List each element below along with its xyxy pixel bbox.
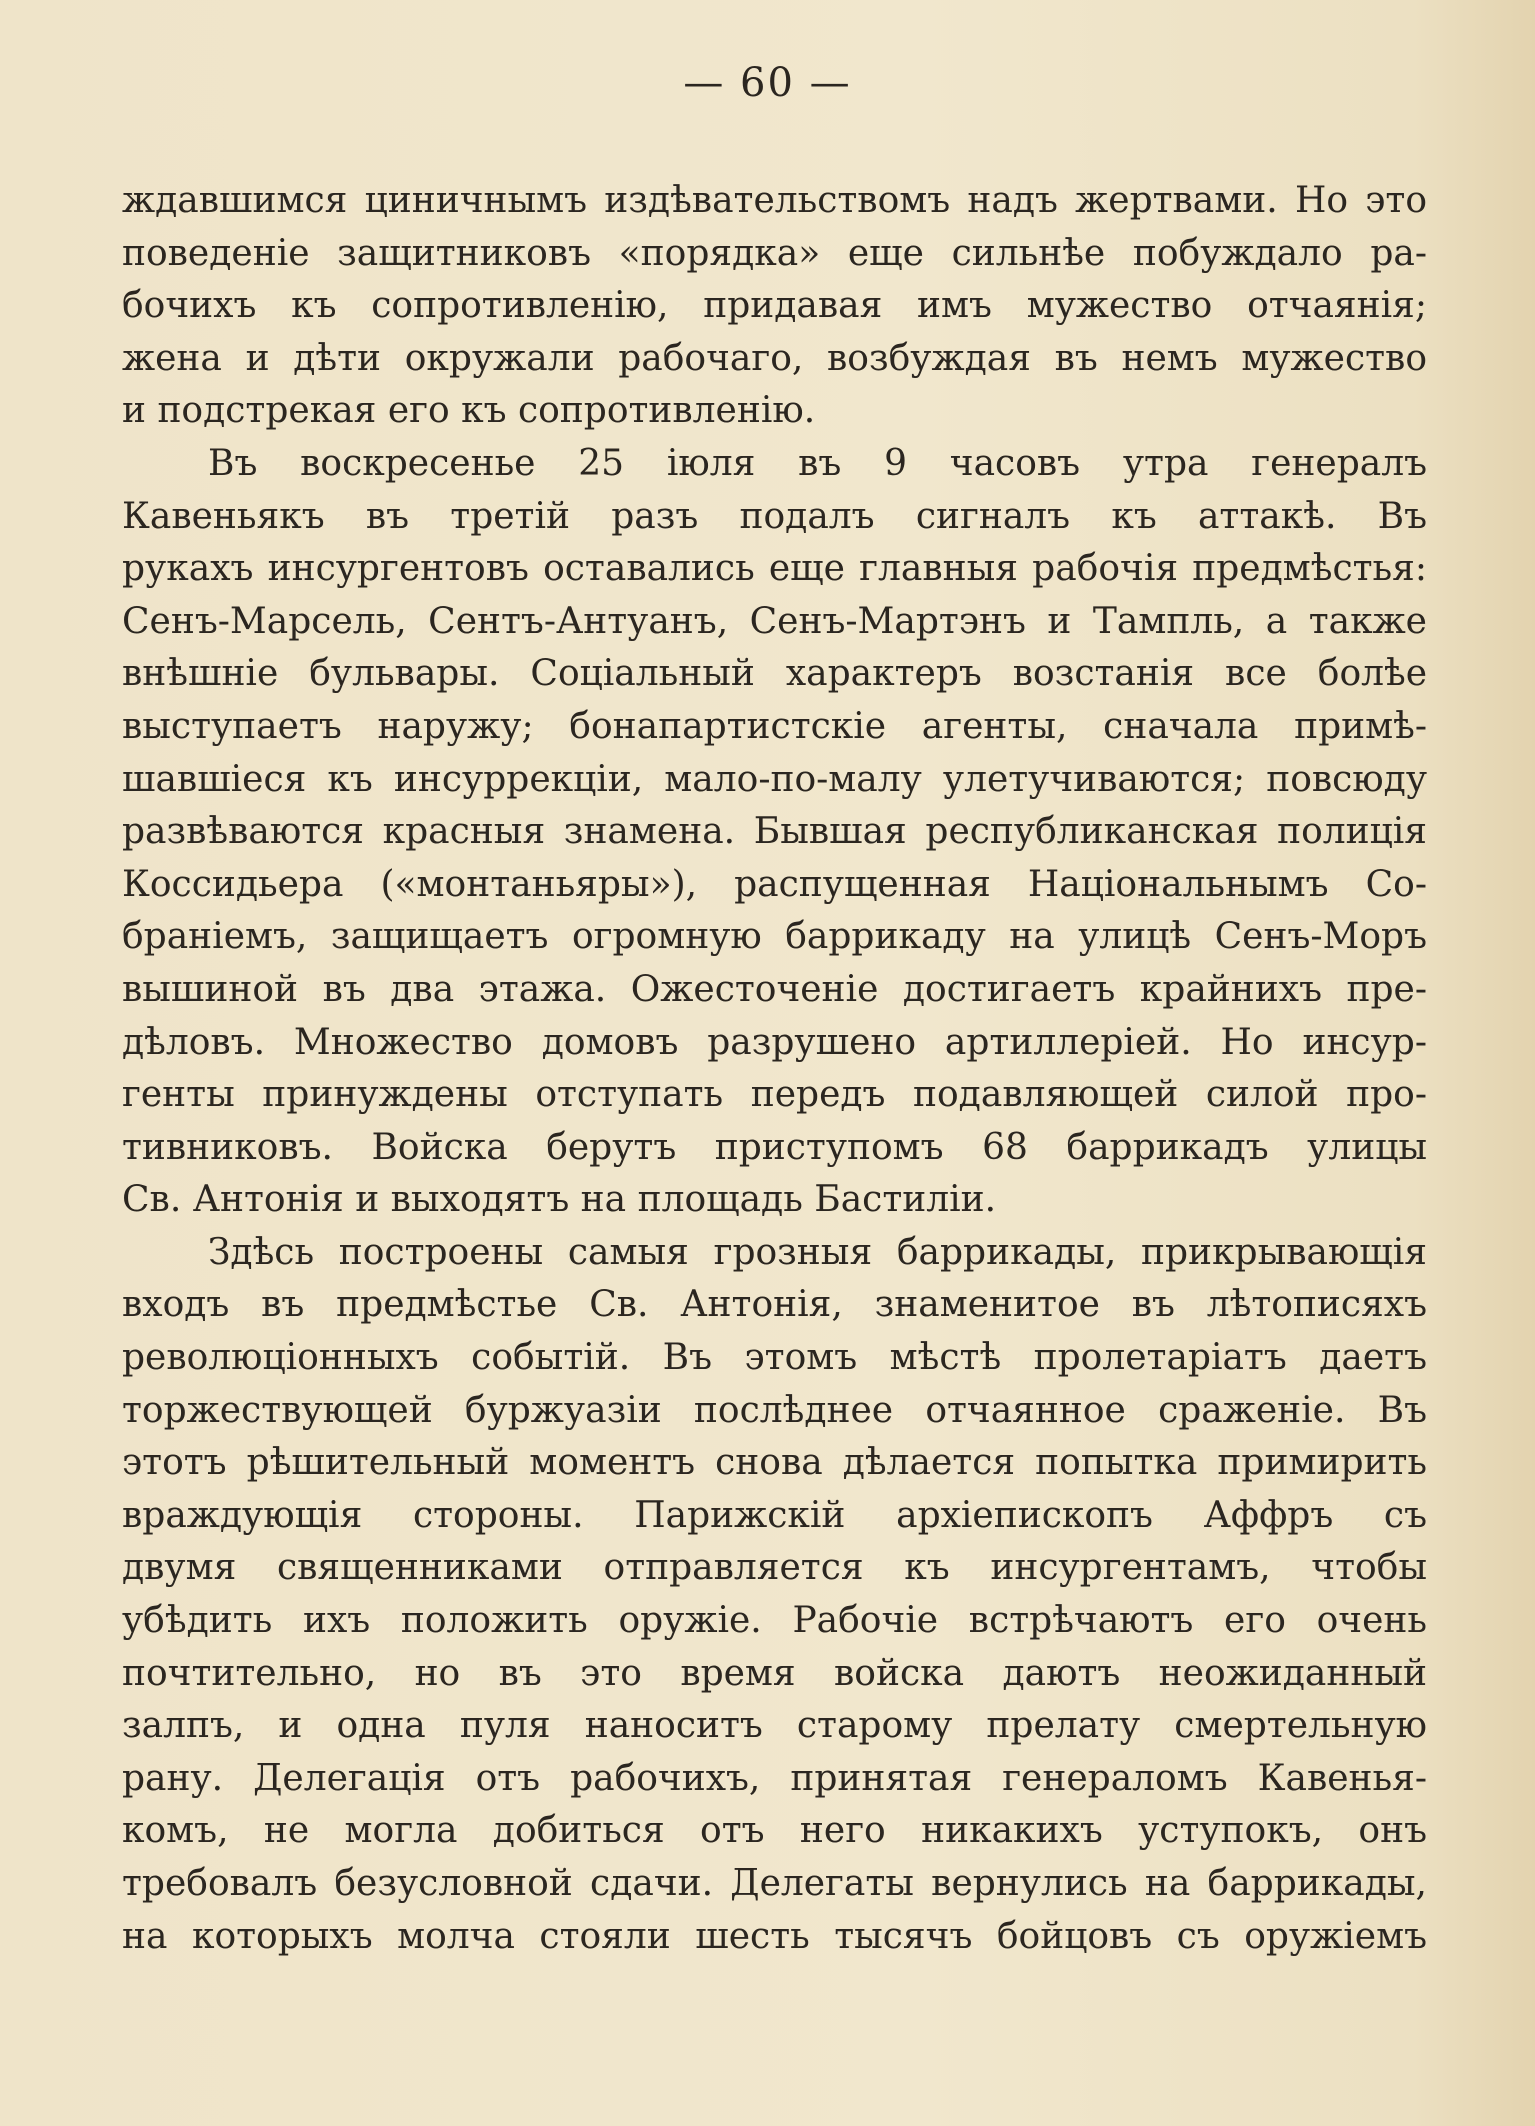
text-line: двумя священниками отправляется къ инсургентамъ, чтобы — [122, 1547, 1427, 1589]
text-line: рукахъ инсургентовъ оставались еще главныя рабочія предмѣстья: — [122, 548, 1427, 590]
text-line: дѣловъ. Множество домовъ разрушено артиллеріей. Но инсур- — [122, 1021, 1427, 1063]
text-line: требовалъ безусловной сдачи. Делегаты вернулись на баррикады, — [122, 1863, 1427, 1904]
text-line: Здѣсь построены самыя грозныя баррикады, прикрывающія — [208, 1231, 1427, 1273]
text-line: рану. Делегація отъ рабочихъ, принятая генераломъ Кавенья- — [122, 1757, 1427, 1799]
text-line: убѣдить ихъ положить оружіе. Рабочіе встрѣчаютъ его очень — [122, 1600, 1427, 1642]
text-line: ждавшимся циничнымъ издѣвательствомъ надъ жертвами. Но это — [122, 180, 1427, 221]
text-line: вышиной въ два этажа. Ожесточеніе достигаетъ крайнихъ пре- — [122, 968, 1427, 1010]
text-line: торжествующей буржуазіи послѣднее отчаянное сраженіе. Въ — [122, 1389, 1427, 1431]
text-line: Въ воскресенье 25 іюля въ 9 часовъ утра генералъ — [208, 442, 1427, 484]
text-line: Коссидьера («монтаньяры»), распущенная Національнымъ Со- — [122, 863, 1427, 905]
text-line: Кавеньякъ въ третій разъ подалъ сигналъ къ аттакѣ. Въ — [122, 495, 1427, 537]
body-text — [122, 175, 1427, 1963]
text-line: этотъ рѣшительный моментъ снова дѣлается попытка примирить — [122, 1442, 1427, 1484]
page-number: — 60 — — [683, 60, 852, 106]
text-line: браніемъ, защищаетъ огромную баррикаду на улицѣ Сенъ-Моръ — [122, 916, 1427, 958]
text-line: выступаетъ наружу; бонапартистскіе агенты, сначала примѣ- — [122, 705, 1427, 747]
text-line: Св. Антонія и выходятъ на площадь Бастиліи. — [122, 1179, 997, 1221]
text-line: тивниковъ. Войска берутъ приступомъ 68 баррикадъ улицы — [122, 1126, 1427, 1168]
text-line: и подстрекая его къ сопротивленію. — [122, 390, 816, 432]
text-line: развѣваются красныя знамена. Бывшая республиканская полиція — [122, 811, 1427, 853]
text-line: Сенъ-Марсель, Сентъ-Антуанъ, Сенъ-Мартэнъ и Тампль, а также — [122, 600, 1427, 642]
text-line: входъ въ предмѣстье Св. Антонія, знаменитое въ лѣтописяхъ — [122, 1284, 1427, 1326]
text-line: генты принуждены отступать передъ подавляющей силой про- — [122, 1074, 1427, 1116]
text-line: жена и дѣти окружали рабочаго, возбуждая въ немъ мужество — [122, 337, 1427, 379]
text-line: революціонныхъ событій. Въ этомъ мѣстѣ пролетаріатъ даетъ — [122, 1337, 1427, 1379]
text-line: враждующія стороны. Парижскій архіепископъ Аффръ съ — [122, 1494, 1427, 1536]
text-line: комъ, не могла добиться отъ него никакихъ уступокъ, онъ — [122, 1810, 1427, 1852]
text-line: внѣшніе бульвары. Соціальный характеръ возстанія все болѣе — [122, 653, 1427, 695]
text-line: поведеніе защитниковъ «порядка» еще сильнѣе побуждало ра- — [122, 232, 1427, 274]
text-line: шавшіеся къ инсуррекціи, мало-по-малу улетучиваются; повсюду — [122, 758, 1427, 800]
text-line: залпъ, и одна пуля наноситъ старому прелату смертельную — [122, 1705, 1427, 1747]
text-line: на которыхъ молча стояли шесть тысячъ бойцовъ съ оружіемъ — [122, 1915, 1427, 1957]
text-line: бочихъ къ сопротивленію, придавая имъ мужество отчаянія; — [122, 285, 1427, 327]
text-line: почтительно, но въ это время войска даютъ неожиданный — [122, 1652, 1427, 1694]
